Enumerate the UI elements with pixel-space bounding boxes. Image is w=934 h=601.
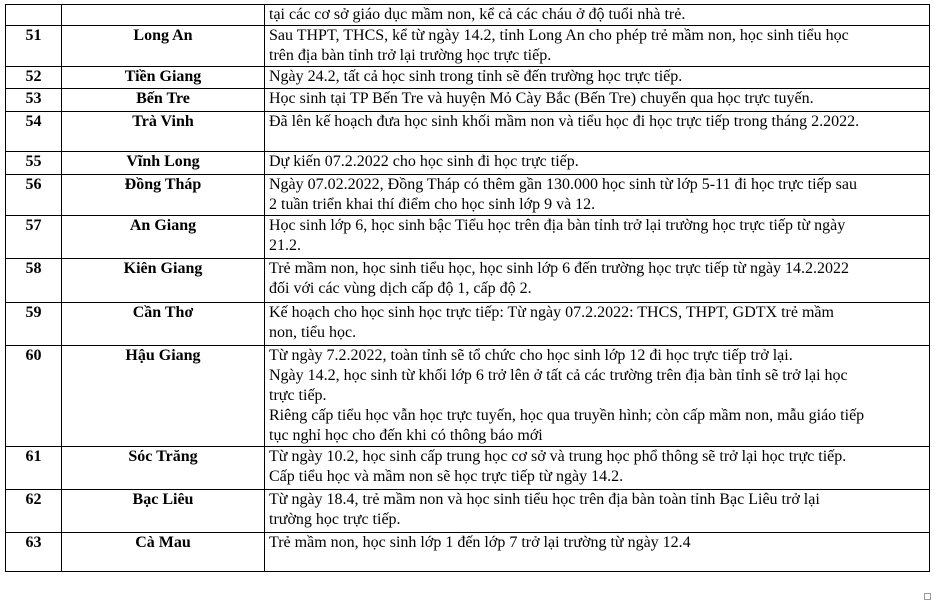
table-row [6, 303, 930, 346]
description-line: Kế hoạch cho học sinh học trực tiếp: Từ ngày 07.2.2022: THCS, THPT, GDTX trẻ mầm [269, 304, 834, 321]
province-name: Bến Tre [62, 89, 265, 112]
row-number: 61 [6, 447, 62, 490]
province-name: Long An [62, 26, 265, 67]
province-name: Cà Mau [62, 533, 265, 572]
row-number: 60 [6, 346, 62, 447]
table-row [6, 447, 930, 490]
description-line: Ngày 14.2, học sinh từ khối lớp 6 trở lên ở tất cả các trường trên địa bàn tỉnh sẽ trở lại học [269, 367, 848, 384]
description-line: Học sinh tại TP Bến Tre và huyện Mỏ Cày Bắc (Bến Tre) chuyển qua học trực tuyến. [269, 90, 814, 107]
schedule-description [265, 89, 930, 112]
schedule-description [265, 490, 930, 533]
description-line: Sau THPT, THCS, kể từ ngày 14.2, tỉnh Long An cho phép trẻ mầm non, học sinh tiểu học [269, 27, 849, 44]
row-number: 63 [6, 533, 62, 572]
schedule-description [265, 152, 930, 175]
table-row [6, 346, 930, 447]
table-resize-handle[interactable] [924, 593, 931, 600]
row-number: 62 [6, 490, 62, 533]
table-row [6, 533, 930, 572]
description-line: Trẻ mầm non, học sinh lớp 1 đến lớp 7 trở lại trường từ ngày 12.4 [269, 534, 691, 551]
row-number: 59 [6, 303, 62, 346]
row-number: 54 [6, 112, 62, 152]
schedule-description [265, 259, 930, 303]
row-number: 57 [6, 216, 62, 259]
province-name: Bạc Liêu [62, 490, 265, 533]
province-name: Vĩnh Long [62, 152, 265, 175]
table-row [6, 112, 930, 152]
description-line: trường học trực tiếp. [269, 511, 401, 528]
row-number: 58 [6, 259, 62, 303]
description-line: Từ ngày 7.2.2022, toàn tỉnh sẽ tổ chức cho học sinh lớp 12 đi học trực tiếp trở lại. [269, 347, 793, 364]
table-row [6, 89, 930, 112]
table-row [6, 175, 930, 216]
table-row [6, 216, 930, 259]
row-number [6, 5, 62, 26]
province-name: An Giang [62, 216, 265, 259]
schedule-description [265, 112, 930, 152]
description-line: Ngày 07.02.2022, Đồng Tháp có thêm gần 130.000 học sinh từ lớp 5-11 đi học trực tiếp sau [269, 176, 857, 193]
description-line: Ngày 24.2, tất cả học sinh trong tỉnh sẽ đến trường học trực tiếp. [269, 68, 683, 85]
province-name [62, 5, 265, 26]
province-name: Kiên Giang [62, 259, 265, 303]
schedule-description [265, 5, 930, 26]
description-line: tục nghỉ học cho đến khi có thông báo mới [269, 427, 543, 444]
province-name: Tiền Giang [62, 67, 265, 89]
row-number: 53 [6, 89, 62, 112]
description-line: Riêng cấp tiểu học vẫn học trực tuyến, học qua truyền hình; còn cấp mầm non, mẫu giáo tiếp [269, 407, 865, 424]
description-line: 2 tuần triển khai thí điểm cho học sinh lớp 9 và 12. [269, 196, 596, 213]
description-line: Đã lên kế hoạch đưa học sinh khối mầm non và tiểu học đi học trực tiếp trong tháng 2.2022. [269, 113, 860, 130]
description-line: Từ ngày 10.2, học sinh cấp trung học cơ sở và trung học phổ thông sẽ trở lại học trực tiếp. [269, 448, 847, 465]
description-line: tại các cơ sở giáo dục mầm non, kể cả các cháu ở độ tuổi nhà trẻ. [269, 6, 686, 23]
description-line: non, tiểu học. [269, 324, 357, 341]
schedule-description [265, 67, 930, 89]
description-line: Cấp tiểu học và mầm non sẽ học trực tiếp từ ngày 14.2. [269, 468, 624, 485]
schedule-description [265, 533, 930, 572]
row-number: 55 [6, 152, 62, 175]
schedule-description [265, 216, 930, 259]
schedule-description [265, 447, 930, 490]
row-number: 56 [6, 175, 62, 216]
schedule-description [265, 26, 930, 67]
description-line: đối với các vùng dịch cấp độ 1, cấp độ 2. [269, 280, 532, 297]
schedule-description [265, 303, 930, 346]
description-line: Từ ngày 18.4, trẻ mầm non và học sinh tiểu học trên địa bàn toàn tỉnh Bạc Liêu trở lại [269, 491, 820, 508]
description-line: trực tiếp. [269, 387, 327, 404]
row-number: 52 [6, 67, 62, 89]
table-row [6, 26, 930, 67]
province-name: Hậu Giang [62, 346, 265, 447]
table-row [6, 259, 930, 303]
table-row [6, 67, 930, 89]
province-name: Trà Vinh [62, 112, 265, 152]
province-name: Cần Thơ [62, 303, 265, 346]
description-line: Trẻ mầm non, học sinh tiểu học, học sinh lớp 6 đến trường học trực tiếp từ ngày 14.2.2022 [269, 260, 850, 277]
table-body [6, 5, 930, 572]
description-line: trên địa bàn tỉnh trở lại trường học trực tiếp. [269, 47, 552, 64]
province-name: Đồng Tháp [62, 175, 265, 216]
schedule-description [265, 175, 930, 216]
row-number: 51 [6, 26, 62, 67]
province-name: Sóc Trăng [62, 447, 265, 490]
table-row [6, 490, 930, 533]
schedule-description [265, 346, 930, 447]
table-row [6, 5, 930, 26]
description-line: Dự kiến 07.2.2022 cho học sinh đi học trực tiếp. [269, 153, 579, 170]
province-schedule-table [5, 4, 930, 572]
table-row [6, 152, 930, 175]
description-line: 21.2. [269, 237, 301, 254]
description-line: Học sinh lớp 6, học sinh bậc Tiểu học trên địa bàn tỉnh trở lại trường học trực tiếp từ ngày [269, 217, 846, 234]
